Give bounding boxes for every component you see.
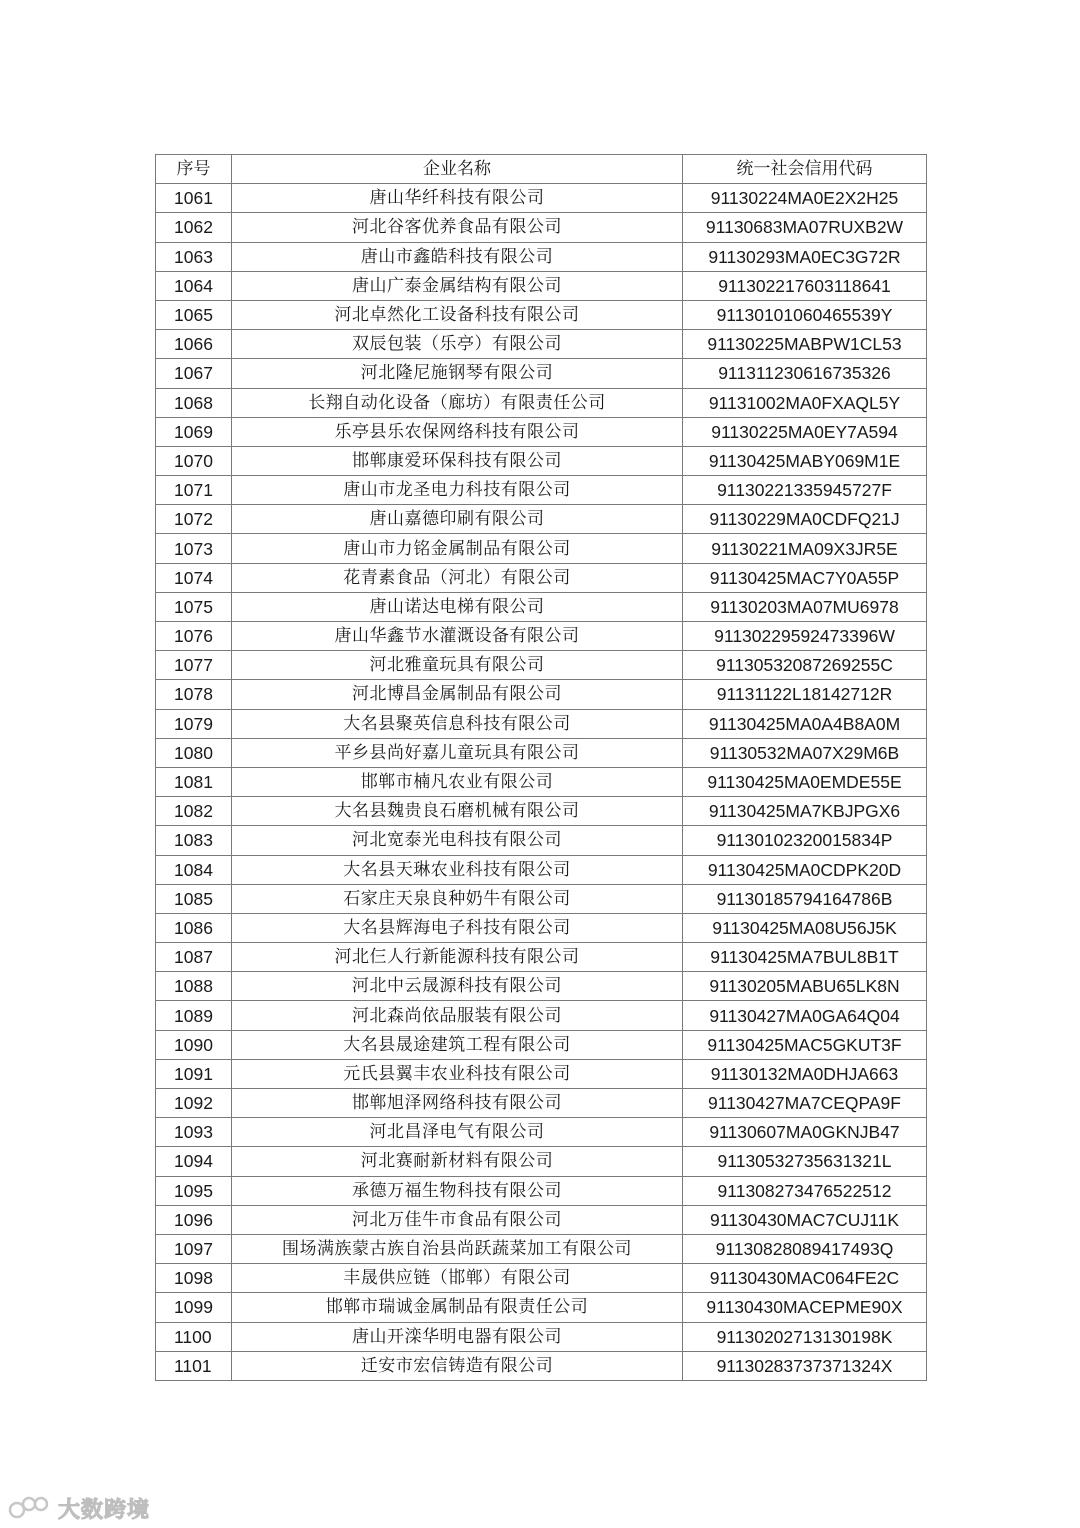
table-row <box>156 563 927 592</box>
seq-cell: 1081 <box>156 767 232 796</box>
credit-code-cell: 91130427MA0GA64Q04 <box>683 1001 927 1030</box>
seq-cell: 1062 <box>156 213 232 242</box>
credit-code-cell: 91130683MA07RUXB2W <box>683 213 927 242</box>
table-row <box>156 1089 927 1118</box>
table-row <box>156 271 927 300</box>
seq-cell: 1070 <box>156 446 232 475</box>
seq-cell: 1089 <box>156 1001 232 1030</box>
seq-cell: 1086 <box>156 913 232 942</box>
seq-cell: 1097 <box>156 1234 232 1263</box>
credit-code-cell: 91130132MA0DHJA663 <box>683 1059 927 1088</box>
credit-code-cell: 911302217603118641 <box>683 271 927 300</box>
table-row <box>156 330 927 359</box>
seq-cell: 1077 <box>156 651 232 680</box>
seq-cell: 1076 <box>156 622 232 651</box>
table-row <box>156 1322 927 1351</box>
seq-cell: 1068 <box>156 388 232 417</box>
credit-code-cell: 91130224MA0E2X2H25 <box>683 184 927 213</box>
credit-code-cell: 91130425MABY069M1E <box>683 446 927 475</box>
table-row <box>156 651 927 680</box>
company-name-cell: 邯郸旭泽网络科技有限公司 <box>232 1089 683 1118</box>
table-row <box>156 1001 927 1030</box>
company-name-cell: 邯郸康爱环保科技有限公司 <box>232 446 683 475</box>
company-name-cell: 河北昌泽电气有限公司 <box>232 1118 683 1147</box>
table-row <box>156 592 927 621</box>
seq-cell: 1080 <box>156 738 232 767</box>
company-name-cell: 河北博昌金属制品有限公司 <box>232 680 683 709</box>
credit-code-cell: 91130425MA0CDPK20D <box>683 855 927 884</box>
credit-code-cell: 91130425MA0EMDE55E <box>683 767 927 796</box>
table-row <box>156 1118 927 1147</box>
company-name-cell: 唐山市鑫皓科技有限公司 <box>232 242 683 271</box>
table-row <box>156 505 927 534</box>
company-name-cell: 长翔自动化设备（廊坊）有限责任公司 <box>232 388 683 417</box>
seq-cell: 1094 <box>156 1147 232 1176</box>
credit-code-cell: 911311230616735326 <box>683 359 927 388</box>
company-name-cell: 河北仨人行新能源科技有限公司 <box>232 943 683 972</box>
seq-cell: 1093 <box>156 1118 232 1147</box>
credit-code-cell: 91130205MABU65LK8N <box>683 972 927 1001</box>
company-name-cell: 邯郸市楠凡农业有限公司 <box>232 767 683 796</box>
credit-code-cell: 91130102320015834P <box>683 826 927 855</box>
seq-cell: 1071 <box>156 476 232 505</box>
table-row <box>156 767 927 796</box>
seq-cell: 1098 <box>156 1264 232 1293</box>
seq-cell: 1073 <box>156 534 232 563</box>
watermark <box>8 1488 150 1528</box>
credit-code-cell: 91130430MACEPME90X <box>683 1293 927 1322</box>
credit-code-cell: 91130229MA0CDFQ21J <box>683 505 927 534</box>
company-name-cell: 大名县天琳农业科技有限公司 <box>232 855 683 884</box>
seq-cell: 1061 <box>156 184 232 213</box>
seq-cell: 1063 <box>156 242 232 271</box>
credit-code-cell: 911308273476522512 <box>683 1176 927 1205</box>
company-list-table <box>155 154 927 1381</box>
header-company-name: 企业名称 <box>232 155 683 184</box>
seq-cell: 1095 <box>156 1176 232 1205</box>
company-name-cell: 大名县聚英信息科技有限公司 <box>232 709 683 738</box>
table-row <box>156 388 927 417</box>
table-body <box>156 184 927 1381</box>
company-name-cell: 丰晟供应链（邯郸）有限公司 <box>232 1264 683 1293</box>
credit-code-cell: 91130607MA0GKNJB47 <box>683 1118 927 1147</box>
credit-code-cell: 91130430MAC064FE2C <box>683 1264 927 1293</box>
credit-code-cell: 91130532MA07X29M6B <box>683 738 927 767</box>
company-name-cell: 唐山市力铭金属制品有限公司 <box>232 534 683 563</box>
table-row <box>156 1205 927 1234</box>
credit-code-cell: 91130225MA0EY7A594 <box>683 417 927 446</box>
table-row <box>156 855 927 884</box>
table-row <box>156 534 927 563</box>
company-name-cell: 元氏县翼丰农业科技有限公司 <box>232 1059 683 1088</box>
credit-code-cell: 91130425MA08U56J5K <box>683 913 927 942</box>
table-row <box>156 242 927 271</box>
credit-code-cell: 91130225MABPW1CL53 <box>683 330 927 359</box>
credit-code-cell: 91130221335945727F <box>683 476 927 505</box>
table-row <box>156 476 927 505</box>
table-row <box>156 1176 927 1205</box>
credit-code-cell: 91130425MAC5GKUT3F <box>683 1030 927 1059</box>
company-name-cell: 唐山市龙圣电力科技有限公司 <box>232 476 683 505</box>
company-name-cell: 河北卓然化工设备科技有限公司 <box>232 300 683 329</box>
credit-code-cell: 91130293MA0EC3G72R <box>683 242 927 271</box>
table-row <box>156 826 927 855</box>
table-row <box>156 1234 927 1263</box>
credit-code-cell: 91130101060465539Y <box>683 300 927 329</box>
seq-cell: 1091 <box>156 1059 232 1088</box>
table-row <box>156 1351 927 1380</box>
seq-cell: 1087 <box>156 943 232 972</box>
seq-cell: 1085 <box>156 884 232 913</box>
table-row <box>156 417 927 446</box>
seq-cell: 1064 <box>156 271 232 300</box>
seq-cell: 1101 <box>156 1351 232 1380</box>
seq-cell: 1083 <box>156 826 232 855</box>
credit-code-cell: 91130425MA0A4B8A0M <box>683 709 927 738</box>
table-row <box>156 1293 927 1322</box>
company-name-cell: 承德万福生物科技有限公司 <box>232 1176 683 1205</box>
table-row <box>156 738 927 767</box>
table-row <box>156 1059 927 1088</box>
company-name-cell: 乐亭县乐农保网络科技有限公司 <box>232 417 683 446</box>
table-row <box>156 1264 927 1293</box>
company-name-cell: 大名县魏贵良石磨机械有限公司 <box>232 797 683 826</box>
table-row <box>156 1030 927 1059</box>
brand-logo-icon <box>8 1493 52 1523</box>
seq-cell: 1069 <box>156 417 232 446</box>
company-name-cell: 唐山华纤科技有限公司 <box>232 184 683 213</box>
credit-code-cell: 91130202713130198K <box>683 1322 927 1351</box>
company-name-cell: 迁安市宏信铸造有限公司 <box>232 1351 683 1380</box>
seq-cell: 1065 <box>156 300 232 329</box>
table-row <box>156 943 927 972</box>
company-name-cell: 河北森尚依品服装有限公司 <box>232 1001 683 1030</box>
seq-cell: 1090 <box>156 1030 232 1059</box>
seq-cell: 1096 <box>156 1205 232 1234</box>
credit-code-cell: 91130283737371324X <box>683 1351 927 1380</box>
company-name-cell: 双辰包装（乐亭）有限公司 <box>232 330 683 359</box>
seq-cell: 1079 <box>156 709 232 738</box>
table-row <box>156 884 927 913</box>
credit-code-cell: 91131002MA0FXAQL5Y <box>683 388 927 417</box>
company-name-cell: 河北万佳牛市食品有限公司 <box>232 1205 683 1234</box>
table-row <box>156 213 927 242</box>
seq-cell: 1072 <box>156 505 232 534</box>
credit-code-cell: 91130425MA7BUL8B1T <box>683 943 927 972</box>
company-name-cell: 大名县辉海电子科技有限公司 <box>232 913 683 942</box>
table-row <box>156 709 927 738</box>
header-credit-code: 统一社会信用代码 <box>683 155 927 184</box>
table-row <box>156 913 927 942</box>
credit-code-cell: 91130430MAC7CUJ11K <box>683 1205 927 1234</box>
table-row <box>156 184 927 213</box>
table-row <box>156 1147 927 1176</box>
company-name-cell: 河北隆尼施钢琴有限公司 <box>232 359 683 388</box>
company-name-cell: 花青素食品（河北）有限公司 <box>232 563 683 592</box>
credit-code-cell: 91130427MA7CEQPA9F <box>683 1089 927 1118</box>
credit-code-cell: 91130425MA7KBJPGX6 <box>683 797 927 826</box>
table-row <box>156 972 927 1001</box>
seq-cell: 1084 <box>156 855 232 884</box>
credit-code-cell: 91130221MA09X3JR5E <box>683 534 927 563</box>
table-row <box>156 797 927 826</box>
watermark-text: 大数跨境 <box>58 1497 151 1523</box>
seq-cell: 1082 <box>156 797 232 826</box>
seq-cell: 1074 <box>156 563 232 592</box>
company-name-cell: 唐山华鑫节水灌溉设备有限公司 <box>232 622 683 651</box>
company-name-cell: 河北宽泰光电科技有限公司 <box>232 826 683 855</box>
header-seq: 序号 <box>156 155 232 184</box>
seq-cell: 1088 <box>156 972 232 1001</box>
company-name-cell: 邯郸市瑞诚金属制品有限责任公司 <box>232 1293 683 1322</box>
credit-code-cell: 91131122L18142712R <box>683 680 927 709</box>
company-name-cell: 唐山诺达电梯有限公司 <box>232 592 683 621</box>
seq-cell: 1099 <box>156 1293 232 1322</box>
credit-code-cell: 91130203MA07MU6978 <box>683 592 927 621</box>
seq-cell: 1092 <box>156 1089 232 1118</box>
table-header-row <box>156 155 927 184</box>
credit-code-cell: 91130828089417493Q <box>683 1234 927 1263</box>
company-name-cell: 唐山嘉德印刷有限公司 <box>232 505 683 534</box>
company-name-cell: 河北雅童玩具有限公司 <box>232 651 683 680</box>
company-name-cell: 大名县晟途建筑工程有限公司 <box>232 1030 683 1059</box>
credit-code-cell: 91130532087269255C <box>683 651 927 680</box>
seq-cell: 1066 <box>156 330 232 359</box>
company-name-cell: 围场满族蒙古族自治县尚跃蔬菜加工有限公司 <box>232 1234 683 1263</box>
table-row <box>156 680 927 709</box>
seq-cell: 1075 <box>156 592 232 621</box>
company-name-cell: 河北中云晟源科技有限公司 <box>232 972 683 1001</box>
company-name-cell: 唐山广泰金属结构有限公司 <box>232 271 683 300</box>
company-name-cell: 河北赛耐新材料有限公司 <box>232 1147 683 1176</box>
table-row <box>156 300 927 329</box>
seq-cell: 1078 <box>156 680 232 709</box>
table-row <box>156 446 927 475</box>
company-name-cell: 河北谷客优养食品有限公司 <box>232 213 683 242</box>
table-row <box>156 622 927 651</box>
credit-code-cell: 91130532735631321L <box>683 1147 927 1176</box>
seq-cell: 1067 <box>156 359 232 388</box>
seq-cell: 1100 <box>156 1322 232 1351</box>
table-row <box>156 359 927 388</box>
company-name-cell: 平乡县尚好嘉儿童玩具有限公司 <box>232 738 683 767</box>
company-name-cell: 石家庄天泉良种奶牛有限公司 <box>232 884 683 913</box>
company-name-cell: 唐山开滦华明电器有限公司 <box>232 1322 683 1351</box>
credit-code-cell: 91130185794164786B <box>683 884 927 913</box>
credit-code-cell: 91130229592473396W <box>683 622 927 651</box>
credit-code-cell: 91130425MAC7Y0A55P <box>683 563 927 592</box>
